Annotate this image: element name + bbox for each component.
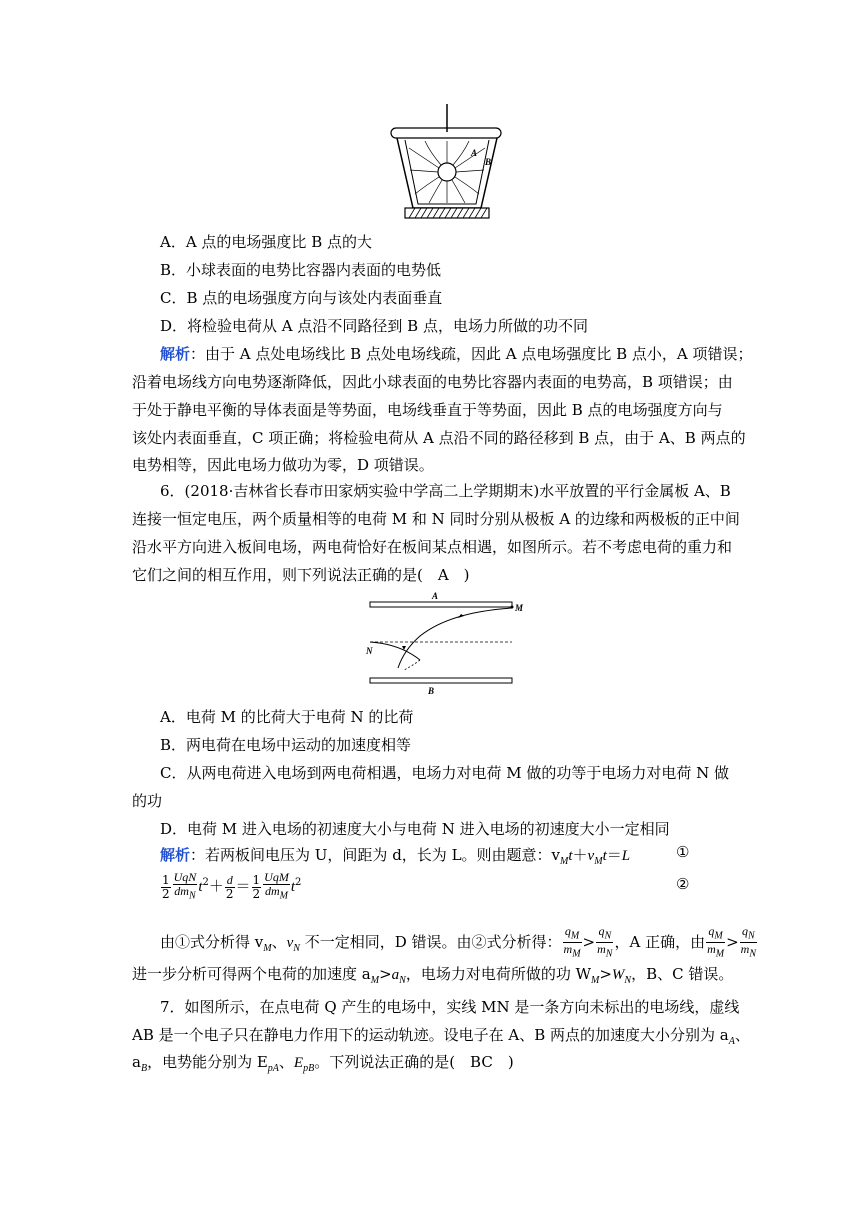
q5-analysis-line-3: 于处于静电平衡的导体表面是等势面，电场线垂直于等势面，因此 B 点的电场强度方向与 [132, 401, 723, 419]
q7-answer: ( BC ) [449, 1053, 514, 1071]
q5-option-c: C．B 点的电场强度方向与该处内表面垂直 [160, 289, 443, 307]
q7-stem-line-3: $a_B$，电势能分别为 $E_{pA}$、$E_{pB}$。下列说法正确的是( BC ) [132, 1053, 514, 1074]
q6-option-c-line-2: 的功 [132, 792, 163, 810]
parallel-plates-figure [360, 588, 530, 698]
figure1-label-a: A [471, 148, 478, 158]
charge-m-label: M [515, 603, 524, 613]
q6-stem-line-3: 沿水平方向进入板间电场，两电荷恰好在板间某点相遇，如图所示。若不考虑电荷的重力和 [132, 538, 733, 556]
container-field-figure [385, 104, 525, 224]
q6-option-c-line-1: C．从两电荷进入电场到两电荷相遇，电场力对电荷 M 做的功等于电场力对电荷 N 做 [160, 764, 730, 782]
equation-1-marker: ① [676, 843, 690, 861]
q5-analysis-line-1: 解析：由于 A 点处电场线比 B 点处电场线疏，因此 A 点电场强度比 B 点小，A 项错误； [160, 345, 753, 363]
q7-stem-line-2: AB 是一个电子只在静电力作用下的运动轨迹。设电子在 A、B 两点的加速度大小分别为 $a_A$、 [132, 1026, 750, 1047]
q5-analysis-line-2: 沿着电场线方向电势逐渐降低，因此小球表面的电势比容器内表面的电势高，B 项错误；由 [132, 373, 733, 391]
q6-option-b: B．两电荷在电场中运动的加速度相等 [160, 736, 412, 754]
figure1-label-b: B [485, 157, 492, 167]
equation-2-marker: ② [676, 875, 690, 893]
q5-analysis-line-5: 电势相等，因此电场力做功为零，D 项错误。 [132, 456, 434, 474]
plate-top-label: A [432, 591, 439, 601]
q5-analysis-line-4: 该处内表面垂直，C 项正确；将检验电荷从 A 点沿不同的路径移到 B 点，由于 A、B 两点的 [132, 429, 746, 447]
q5-option-b: B．小球表面的电势比容器内表面的电势低 [160, 261, 442, 279]
q5-option-d: D．将检验电荷从 A 点沿不同路径到 B 点，电场力所做的功不同 [160, 317, 588, 335]
q6-analysis-line-1: 解析：若两板间电压为 U，间距为 d，长为 L。则由题意：$v_Mt+v_Mt=L$ [160, 846, 631, 867]
q6-analysis-line-3: 由①式分析得 $v_M$、$v_N$ 不一定相同，D 错误。由②式分析得： $\frac{q_M}{m_M}$ > $\frac{q_N}{m_N}$ ，A 正确，由 $\frac{q_M}{m_M}$ > $\frac{q_N}{m_N}$ [160, 924, 757, 960]
q5-option-a: A．A 点的电场强度比 B 点的大 [160, 233, 372, 251]
plate-bottom-label: B [428, 686, 435, 696]
q6-analysis-label: 解析 [160, 846, 191, 864]
q6-option-d: D．电荷 M 进入电场的初速度大小与电荷 N 进入电场的初速度大小一定相同 [160, 820, 670, 838]
q6-stem-line-4: 它们之间的相互作用，则下列说法正确的是( A ) [132, 566, 470, 584]
q6-option-a: A．电荷 M 的比荷大于电荷 N 的比荷 [160, 708, 414, 726]
q7-stem-line-1: 7．如图所示，在点电荷 Q 产生的电场中，实线 MN 是一条方向未标出的电场线，虚线 [160, 998, 740, 1016]
charge-n-label: N [366, 646, 373, 656]
q6-equation-2: $\frac{1}{2}$ $\frac{\text{UqN}}{dm_N}$ $t^2+$ $\frac{d}{2}$ ＝ $\frac{1}{2}$ $\frac{\text{UqM}}{dm_M}$ $t^2$ [162, 870, 302, 902]
q6-stem-line-1: 6．(2018·吉林省长春市田家炳实验中学高二上学期期末)水平放置的平行金属板 A、B [160, 482, 731, 500]
q6-stem-line-2: 连接一恒定电压，两个质量相等的电荷 M 和 N 同时分别从极板 A 的边缘和两极板的正中间 [132, 510, 740, 528]
q5-analysis-label: 解析 [160, 345, 191, 363]
q6-analysis-line-4: 进一步分析可得两个电荷的加速度 $a_M>a_N$，电场力对电荷所做的功 $W_M>W_N$，B、C 错误。 [132, 965, 734, 986]
